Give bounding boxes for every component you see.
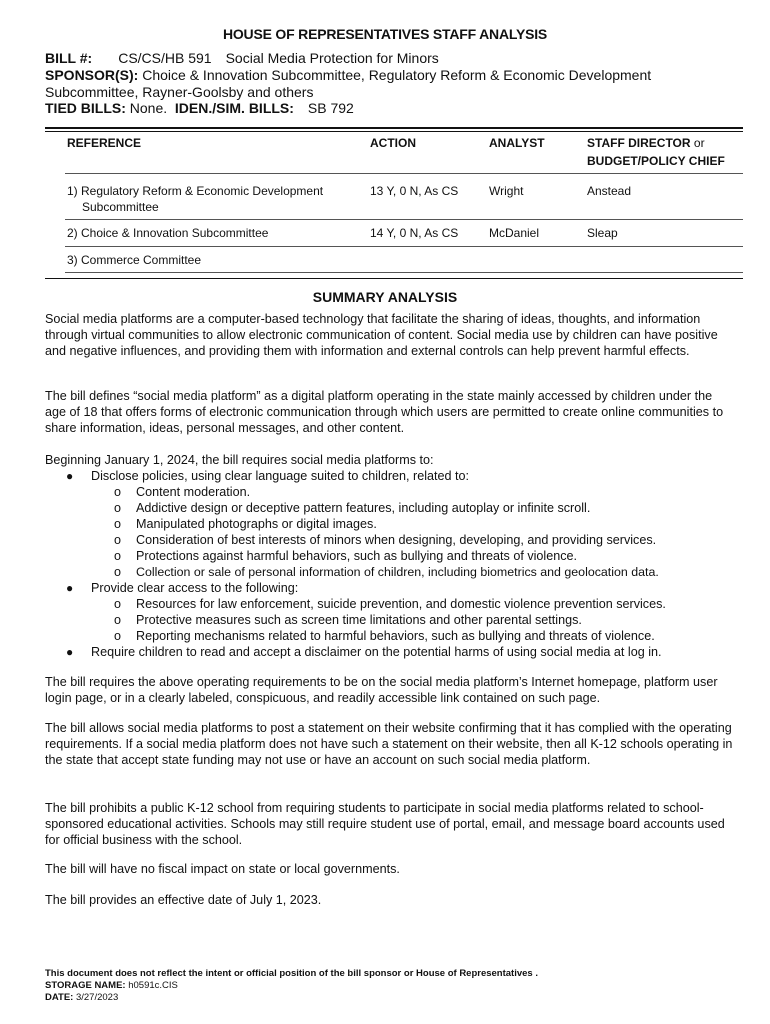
row-1-action: 13 Y, 0 N, As CS bbox=[370, 184, 459, 198]
row-1-reference-line2: Subcommittee bbox=[82, 200, 159, 214]
row-2-reference: 2) Choice & Innovation Subcommittee bbox=[67, 226, 269, 240]
row-1-analyst: Wright bbox=[489, 184, 524, 198]
iden-sim-label: IDEN./SIM. BILLS: bbox=[174, 100, 294, 116]
footer-disclaimer-text: This document does not reflect the intent or official position of the bill sponsor or House of Representatives . bbox=[45, 968, 538, 979]
bullet-item-3: Require children to read and accept a disclaimer on the potential harms of using social media at log in. bbox=[91, 645, 662, 659]
summary-paragraph-8: The bill provides an effective date of July 1, 2023. bbox=[45, 893, 322, 907]
document-title: HOUSE OF REPRESENTATIVES STAFF ANALYSIS bbox=[222, 26, 548, 42]
bullet-icon: ● bbox=[66, 581, 74, 595]
sub-item: Protections against harmful behaviors, such as bullying and threats of violence. bbox=[136, 549, 578, 563]
bullet-icon: ● bbox=[66, 469, 74, 483]
iden-sim-value: SB 792 bbox=[307, 100, 354, 116]
tied-bills-value: None. bbox=[129, 100, 168, 116]
row-1-director: Anstead bbox=[587, 184, 632, 198]
sub-item: Content moderation. bbox=[136, 485, 251, 499]
table-bottom-rule bbox=[45, 278, 743, 279]
table-rule bbox=[65, 246, 743, 247]
row-2-director: Sleap bbox=[587, 226, 618, 240]
table-rule bbox=[65, 173, 743, 174]
sponsor-value-line1: Choice & Innovation Subcommittee, Regulatory Reform & Economic Development bbox=[142, 67, 652, 83]
bill-number: CS/CS/HB 591 bbox=[118, 50, 212, 66]
summary-paragraph-4: The bill requires the above operating requirements to be on the social media platform’s Internet homepage, platform user login page, or in a clearly labeled, conspicuous, and readily accessible link contained on such page. bbox=[45, 675, 718, 705]
summary-paragraph-5: The bill allows social media platforms to post a statement on their website confirming that it has complied with the operating requirements. If a social media platform does not have such a statement on their website, then all K-12 schools operating in the state that accept state funding may not use or have an account on such social media platform. bbox=[45, 721, 733, 767]
tied-bills-line bbox=[45, 100, 354, 117]
table-top-rule bbox=[45, 127, 743, 129]
sub-bullet-icon: o bbox=[114, 501, 122, 515]
sponsor-line bbox=[45, 67, 651, 84]
table-top-rule-inner bbox=[45, 131, 743, 132]
table-rule bbox=[65, 219, 743, 220]
summary-paragraph-3: Beginning January 1, 2024, the bill requires social media platforms to: bbox=[45, 453, 434, 467]
row-2-action: 14 Y, 0 N, As CS bbox=[370, 226, 459, 240]
sub-item: Resources for law enforcement, suicide prevention, and domestic violence prevention services. bbox=[136, 597, 666, 611]
storage-value: h0591c.CIS bbox=[128, 980, 178, 991]
row-3-reference: 3) Commerce Committee bbox=[67, 253, 202, 267]
tied-bills-label: TIED BILLS: bbox=[45, 100, 126, 116]
summary-paragraph-6: The bill prohibits a public K-12 school from requiring students to participate in social media platforms related to school-sponsored educational activities. Schools may still require student use of portal, email, and message board accounts used for official business with the school. bbox=[45, 801, 725, 847]
sub-bullet-icon: o bbox=[114, 613, 122, 627]
summary-paragraph-1: Social media platforms are a computer-based technology that facilitate the sharing of ideas, thoughts, and information through virtual communities to allow electronic communication of content. Social media use by children can have positive and negative influences, and providing them with information and external controls can help prevent harmful effects. bbox=[45, 312, 718, 358]
sub-bullet-icon: o bbox=[114, 485, 122, 499]
sub-bullet-icon: o bbox=[114, 629, 122, 643]
bullet-icon: ● bbox=[66, 645, 74, 659]
sub-item: Addictive design or deceptive pattern features, including autoplay or infinite scroll. bbox=[136, 501, 591, 515]
date-label: DATE: bbox=[45, 992, 74, 1003]
sub-item: Collection or sale of personal information of children, including biometrics and geolocation data. bbox=[136, 565, 659, 579]
sponsor-label: SPONSOR(S): bbox=[45, 67, 139, 83]
sub-item: Reporting mechanisms related to harmful behaviors, such as bullying and threats of violence. bbox=[136, 629, 655, 643]
bill-line bbox=[45, 50, 439, 67]
header-budget-policy: BUDGET/POLICY CHIEF bbox=[587, 154, 725, 168]
row-1-reference-line1: 1) Regulatory Reform & Economic Development bbox=[67, 184, 324, 198]
row-2-analyst: McDaniel bbox=[489, 226, 540, 240]
sub-item: Manipulated photographs or digital images. bbox=[136, 517, 377, 531]
summary-paragraph-7: The bill will have no fiscal impact on state or local governments. bbox=[45, 862, 400, 876]
storage-label: STORAGE NAME: bbox=[45, 980, 126, 991]
bullet-item-2: Provide clear access to the following: bbox=[91, 581, 299, 595]
sub-item: Consideration of best interests of minors when designing, developing, and providing services. bbox=[136, 533, 657, 547]
header-reference: REFERENCE bbox=[67, 136, 142, 150]
header-analyst: ANALYST bbox=[489, 136, 545, 150]
footer-disclaimer bbox=[45, 968, 538, 979]
date-value: 3/27/2023 bbox=[75, 992, 119, 1003]
sub-bullet-icon: o bbox=[114, 565, 122, 579]
bill-label: BILL #: bbox=[45, 50, 93, 66]
sub-bullet-icon: o bbox=[114, 549, 122, 563]
sponsor-line-2: Subcommittee, Rayner-Goolsby and others bbox=[45, 84, 314, 100]
sub-item: Protective measures such as screen time limitations and other parental settings. bbox=[136, 613, 582, 627]
table-rule bbox=[65, 272, 743, 273]
bullet-item-1: Disclose policies, using clear language suited to children, related to: bbox=[91, 469, 470, 483]
sub-bullet-icon: o bbox=[114, 597, 122, 611]
summary-title: SUMMARY ANALYSIS bbox=[312, 289, 458, 305]
header-director-part1: STAFF DIRECTOR bbox=[587, 136, 691, 150]
footer-date bbox=[45, 992, 118, 1003]
footer-storage bbox=[45, 980, 178, 991]
sub-bullet-icon: o bbox=[114, 517, 122, 531]
row-1-reference bbox=[67, 183, 323, 215]
header-director-or: or bbox=[693, 136, 705, 150]
header-action: ACTION bbox=[370, 136, 416, 150]
bill-title: Social Media Protection for Minors bbox=[225, 50, 439, 66]
header-director bbox=[587, 135, 705, 151]
summary-paragraph-2: The bill defines “social media platform” as a digital platform operating in the state mainly accessed by children under the age of 18 that offers forms of electronic communication through which users are permitted to create online communities to share information, ideas, personal messages, and other content. bbox=[45, 389, 724, 435]
sub-bullet-icon: o bbox=[114, 533, 122, 547]
